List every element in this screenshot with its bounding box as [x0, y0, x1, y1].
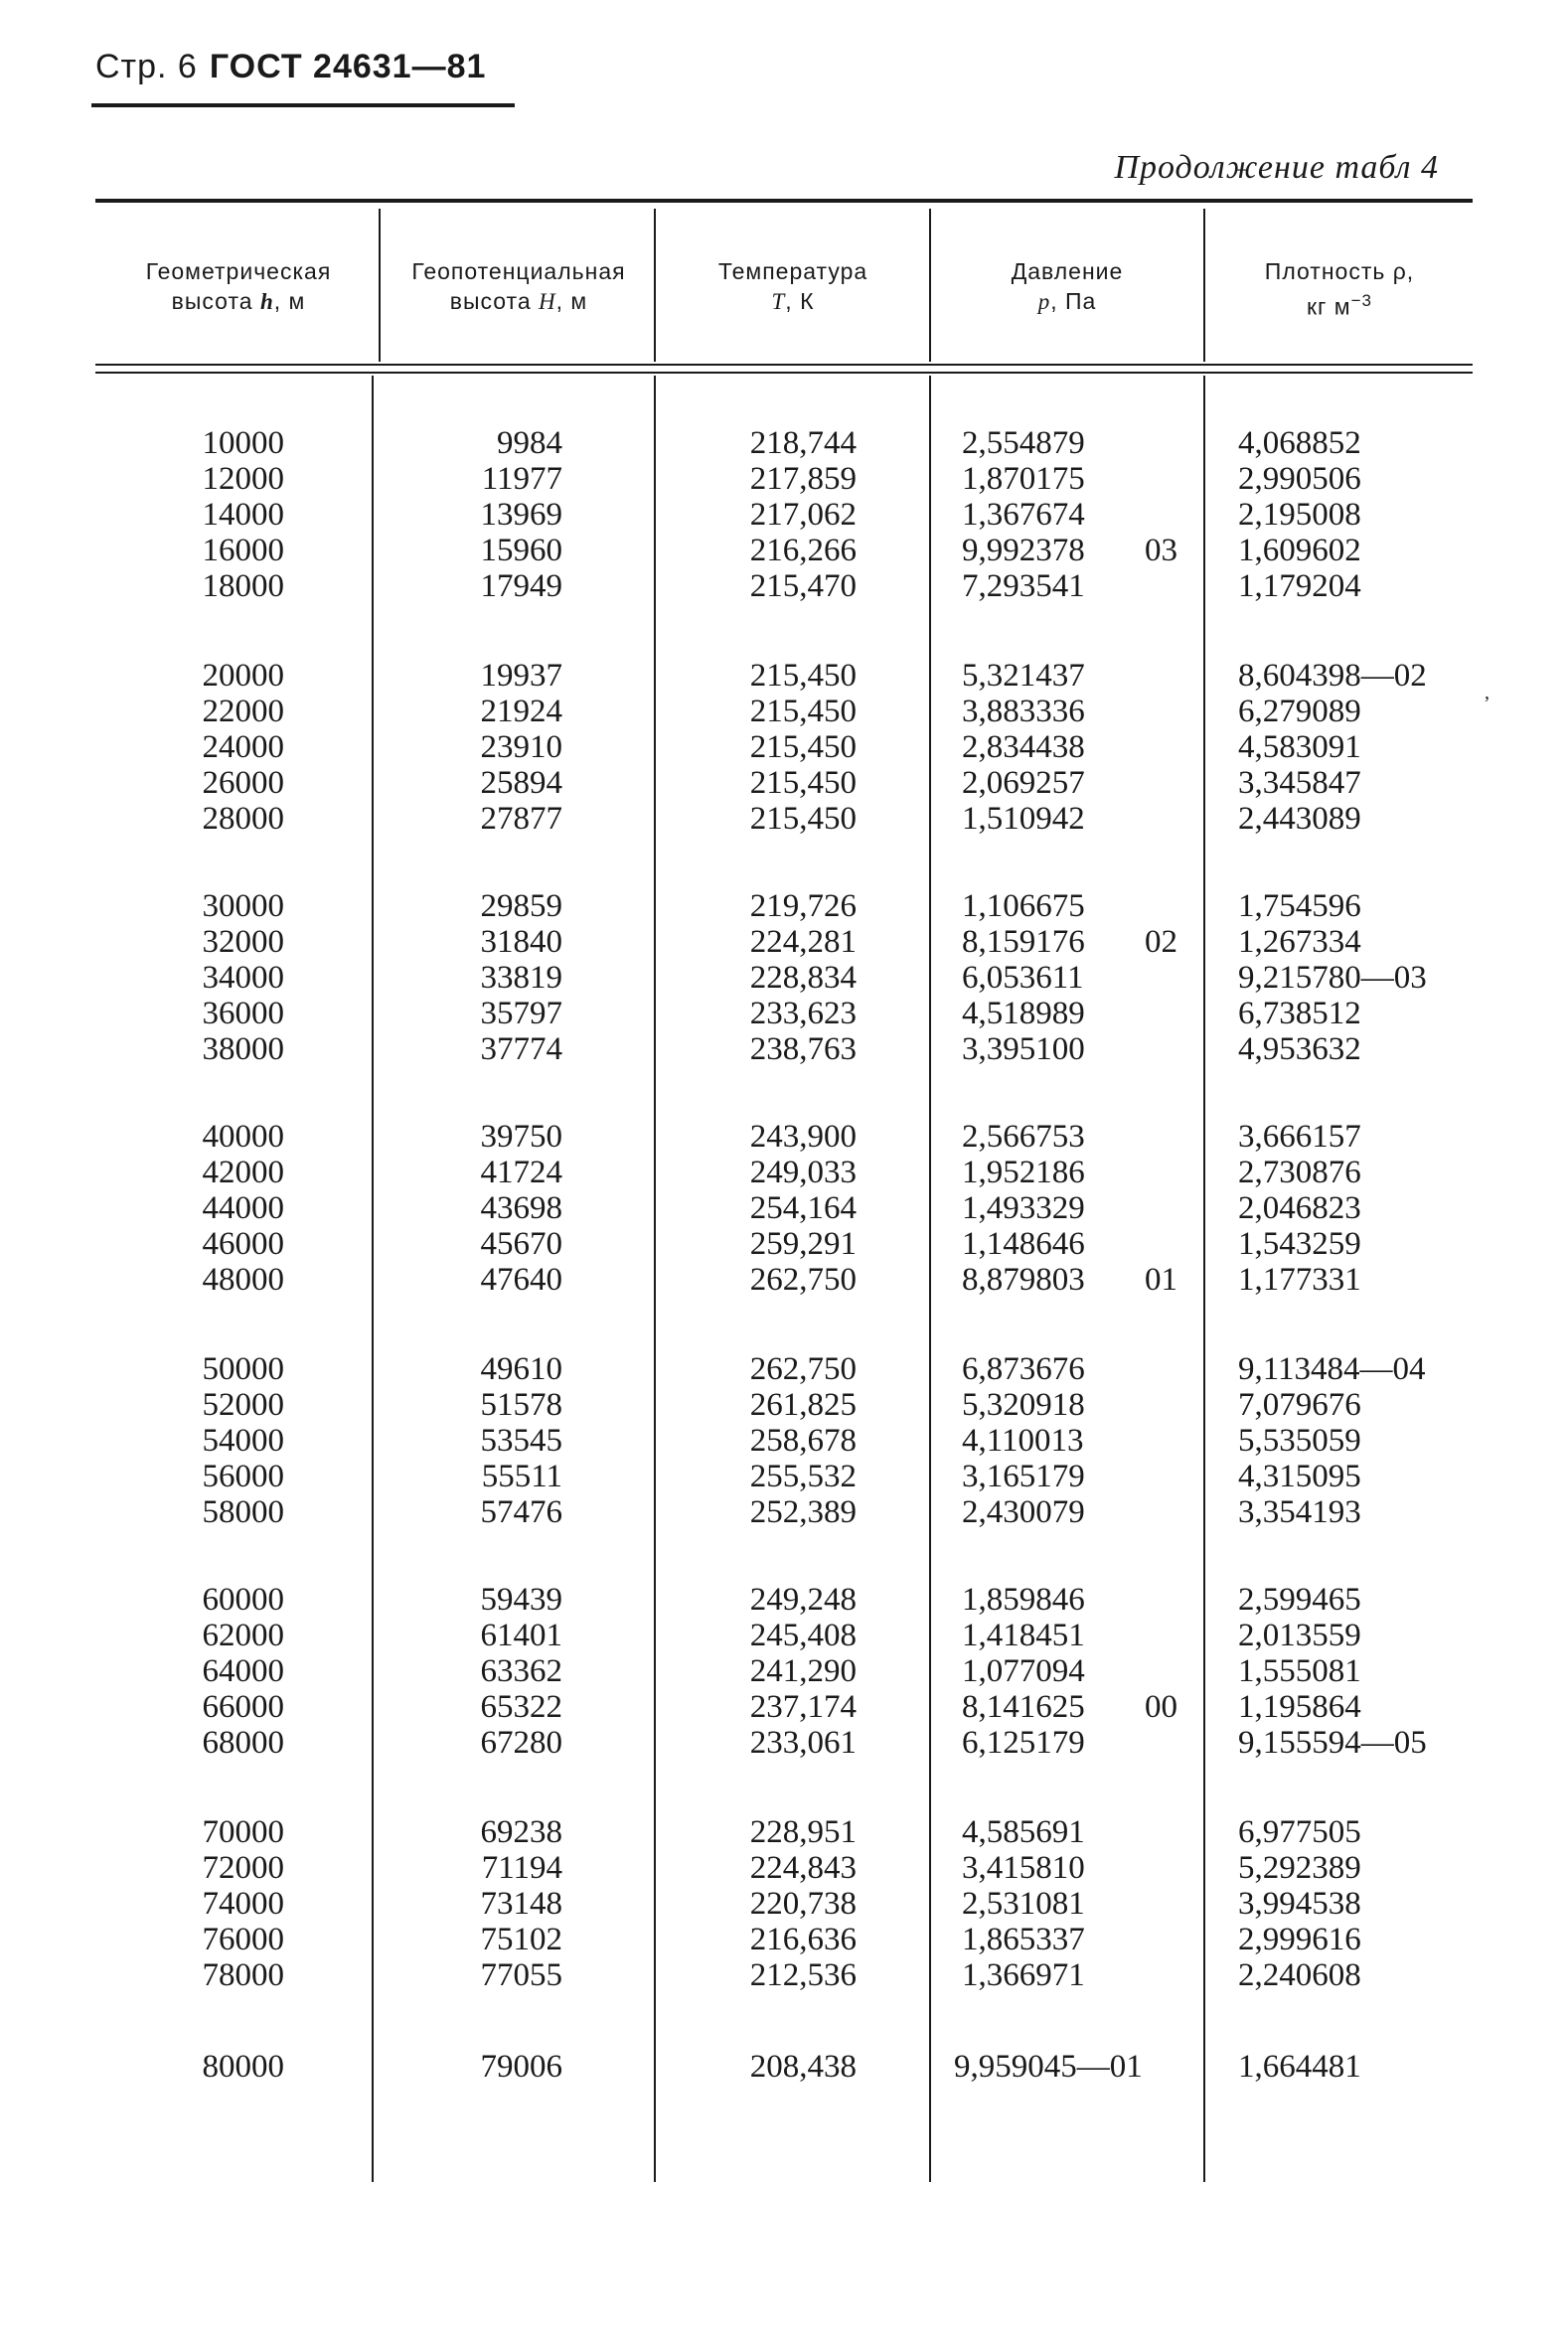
temperature-cell: 243,900: [749, 1119, 857, 1155]
pressure-cell: 2,554879: [962, 425, 1085, 461]
temperature-cell: 262,750: [749, 1351, 857, 1387]
geopotential-height-cell: 69238: [480, 1814, 562, 1850]
row-group: [0, 2049, 1568, 2085]
pressure-cell: 1,367674: [962, 497, 1085, 533]
pressure-cell: 1,859846: [962, 1582, 1085, 1618]
temperature-cell: 262,750: [749, 1262, 857, 1298]
temperature-cell: 216,266: [749, 533, 857, 568]
pressure-cell: 6,053611: [962, 960, 1084, 996]
density-cell: 9,215780—03: [1238, 960, 1427, 996]
geopotential-height-cell: 45670: [480, 1226, 562, 1262]
pressure-exponent-cell: 01: [1145, 1262, 1177, 1298]
temperature-cell: 249,033: [749, 1155, 857, 1190]
temperature-cell: 215,450: [749, 729, 857, 765]
pressure-cell: 2,069257: [962, 765, 1085, 801]
geopotential-height-cell: 35797: [480, 996, 562, 1031]
geometric-height-cell: 28000: [202, 801, 284, 837]
table-row: [0, 694, 1568, 729]
geopotential-height-cell: 11977: [481, 461, 562, 497]
temperature-cell: 216,636: [749, 1922, 857, 1957]
geometric-height-cell: 20000: [202, 658, 284, 694]
table-row: [0, 1226, 1568, 1262]
geometric-height-cell: 80000: [202, 2049, 284, 2085]
geometric-height-cell: 74000: [202, 1886, 284, 1922]
pressure-cell: 7,293541: [962, 568, 1085, 604]
row-group: [0, 1582, 1568, 1761]
temperature-cell: 228,951: [749, 1814, 857, 1850]
geopotential-height-cell: 55511: [481, 1459, 562, 1494]
pressure-cell: 4,110013: [962, 1423, 1084, 1459]
geopotential-height-cell: 15960: [480, 533, 562, 568]
column-header-line1: Температура: [717, 258, 868, 284]
temperature-cell: 237,174: [749, 1689, 857, 1725]
pressure-cell: 1,366971: [962, 1957, 1085, 1993]
column-header-line1: Геопотенциальная: [411, 258, 626, 284]
table-row: [0, 960, 1568, 996]
table-row: [0, 568, 1568, 604]
table-row: [0, 1689, 1568, 1725]
pressure-cell: 6,873676: [962, 1351, 1085, 1387]
density-cell: 1,267334: [1238, 924, 1361, 960]
pressure-cell: 2,430079: [962, 1494, 1085, 1530]
table-row: [0, 801, 1568, 837]
pressure-cell: 4,518989: [962, 996, 1085, 1031]
density-cell: 2,240608: [1238, 1957, 1361, 1993]
temperature-cell: 212,536: [749, 1957, 857, 1993]
column-header-pressure: [932, 256, 1202, 317]
geometric-height-cell: 56000: [202, 1459, 284, 1494]
column-header-density: [1206, 256, 1473, 322]
density-cell: 3,345847: [1238, 765, 1361, 801]
column-header-line2: высота H, м: [449, 288, 588, 314]
table-row: [0, 1262, 1568, 1298]
geopotential-height-cell: 31840: [480, 924, 562, 960]
density-cell: 2,730876: [1238, 1155, 1361, 1190]
table-row: [0, 1922, 1568, 1957]
geopotential-height-cell: 41724: [480, 1155, 562, 1190]
density-cell: 3,666157: [1238, 1119, 1361, 1155]
geopotential-height-cell: 79006: [480, 2049, 562, 2085]
geometric-height-cell: 64000: [202, 1653, 284, 1689]
pressure-cell: 6,125179: [962, 1725, 1085, 1761]
row-group: [0, 888, 1568, 1067]
temperature-cell: 252,389: [749, 1494, 857, 1530]
row-group: [0, 1119, 1568, 1298]
geometric-height-cell: 42000: [202, 1155, 284, 1190]
geometric-height-cell: 54000: [202, 1423, 284, 1459]
table-row: [0, 1351, 1568, 1387]
density-cell: 5,292389: [1238, 1850, 1361, 1886]
density-cell: 4,068852: [1238, 425, 1361, 461]
temperature-cell: 238,763: [749, 1031, 857, 1067]
table-row: [0, 765, 1568, 801]
table-row: [0, 1387, 1568, 1423]
density-cell: 2,990506: [1238, 461, 1361, 497]
temperature-cell: 258,678: [749, 1423, 857, 1459]
column-header-line1: Плотность ρ,: [1264, 258, 1415, 284]
density-cell: 1,179204: [1238, 568, 1361, 604]
pressure-cell: 1,952186: [962, 1155, 1085, 1190]
table-row: [0, 533, 1568, 568]
temperature-cell: 218,744: [749, 425, 857, 461]
geopotential-height-cell: 57476: [480, 1494, 562, 1530]
geopotential-height-cell: 39750: [480, 1119, 562, 1155]
density-cell: 2,999616: [1238, 1922, 1361, 1957]
stray-mark: ,: [1485, 682, 1490, 703]
temperature-cell: 228,834: [749, 960, 857, 996]
density-cell: 6,738512: [1238, 996, 1361, 1031]
geopotential-height-cell: 25894: [480, 765, 562, 801]
density-cell: 1,664481: [1238, 2049, 1361, 2085]
density-cell: 6,279089: [1238, 694, 1361, 729]
pressure-cell: 1,865337: [962, 1922, 1085, 1957]
geometric-height-cell: 38000: [202, 1031, 284, 1067]
header-divider-3: [929, 209, 931, 362]
table-row: [0, 1814, 1568, 1850]
geometric-height-cell: 68000: [202, 1725, 284, 1761]
geometric-height-cell: 60000: [202, 1582, 284, 1618]
geometric-height-cell: 24000: [202, 729, 284, 765]
table-row: [0, 2049, 1568, 2085]
temperature-cell: 219,726: [749, 888, 857, 924]
geometric-height-cell: 72000: [202, 1850, 284, 1886]
density-cell: 1,195864: [1238, 1689, 1361, 1725]
pressure-cell: 9,959045—01: [954, 2049, 1143, 2085]
geopotential-height-cell: 17949: [480, 568, 562, 604]
geometric-height-cell: 44000: [202, 1190, 284, 1226]
geopotential-height-cell: 71194: [481, 1850, 562, 1886]
geopotential-height-cell: 63362: [480, 1653, 562, 1689]
temperature-cell: 217,062: [749, 497, 857, 533]
density-cell: 3,994538: [1238, 1886, 1361, 1922]
geometric-height-cell: 34000: [202, 960, 284, 996]
geopotential-height-cell: 27877: [480, 801, 562, 837]
geopotential-height-cell: 9984: [497, 425, 562, 461]
temperature-cell: 220,738: [749, 1886, 857, 1922]
header-underline: [91, 103, 515, 107]
pressure-exponent-cell: 00: [1145, 1689, 1177, 1725]
row-group: [0, 1351, 1568, 1530]
temperature-cell: 215,450: [749, 765, 857, 801]
pressure-cell: 2,566753: [962, 1119, 1085, 1155]
pressure-cell: 8,879803: [962, 1262, 1085, 1298]
standard-number: ГОСТ 24631—81: [209, 48, 487, 85]
table-row: [0, 729, 1568, 765]
geopotential-height-cell: 73148: [480, 1886, 562, 1922]
column-header-line2: p, Па: [1037, 288, 1097, 314]
table-row: [0, 1190, 1568, 1226]
pressure-exponent-cell: 02: [1145, 924, 1177, 960]
column-header-line1: Давление: [1011, 258, 1124, 284]
table-row: [0, 1957, 1568, 1993]
page-header: [95, 48, 486, 86]
density-cell: 5,535059: [1238, 1423, 1361, 1459]
temperature-cell: 224,843: [749, 1850, 857, 1886]
geopotential-height-cell: 43698: [480, 1190, 562, 1226]
temperature-cell: 261,825: [749, 1387, 857, 1423]
temperature-cell: 241,290: [749, 1653, 857, 1689]
geometric-height-cell: 16000: [202, 533, 284, 568]
column-header-line2: кг $м^{-3}$: [1306, 291, 1373, 320]
density-cell: 9,113484—04: [1238, 1351, 1426, 1387]
density-cell: 2,013559: [1238, 1618, 1361, 1653]
table-row: [0, 1850, 1568, 1886]
density-cell: 4,583091: [1238, 729, 1361, 765]
page-number: Стр. 6: [95, 48, 198, 85]
table-row: [0, 1459, 1568, 1494]
geopotential-height-cell: 23910: [480, 729, 562, 765]
geopotential-height-cell: 53545: [480, 1423, 562, 1459]
temperature-cell: 254,164: [749, 1190, 857, 1226]
geopotential-height-cell: 37774: [480, 1031, 562, 1067]
table-row: [0, 1653, 1568, 1689]
pressure-cell: 3,165179: [962, 1459, 1085, 1494]
table-row: [0, 1155, 1568, 1190]
header-divider-2: [654, 209, 656, 362]
geometric-height-cell: 12000: [202, 461, 284, 497]
geopotential-height-cell: 59439: [480, 1582, 562, 1618]
geometric-height-cell: 22000: [202, 694, 284, 729]
geopotential-height-cell: 13969: [480, 497, 562, 533]
row-group: [0, 658, 1568, 837]
column-header-temperature: [658, 256, 928, 317]
table-row: [0, 1725, 1568, 1761]
pressure-cell: 8,141625: [962, 1689, 1085, 1725]
geometric-height-cell: 58000: [202, 1494, 284, 1530]
pressure-cell: 1,510942: [962, 801, 1085, 837]
pressure-cell: 3,395100: [962, 1031, 1085, 1067]
density-cell: 1,754596: [1238, 888, 1361, 924]
table-row: [0, 658, 1568, 694]
geometric-height-cell: 14000: [202, 497, 284, 533]
geometric-height-cell: 26000: [202, 765, 284, 801]
density-cell: 9,155594—05: [1238, 1725, 1427, 1761]
column-header-geopotential-height: [382, 256, 656, 317]
temperature-cell: 215,450: [749, 801, 857, 837]
table-row: [0, 425, 1568, 461]
geometric-height-cell: 48000: [202, 1262, 284, 1298]
pressure-exponent-cell: 03: [1145, 533, 1177, 568]
density-cell: 1,177331: [1238, 1262, 1361, 1298]
geometric-height-cell: 36000: [202, 996, 284, 1031]
density-cell: 4,953632: [1238, 1031, 1361, 1067]
pressure-cell: 1,418451: [962, 1618, 1085, 1653]
column-header-line1: Геометрическая: [145, 258, 332, 284]
geopotential-height-cell: 19937: [480, 658, 562, 694]
geopotential-height-cell: 21924: [480, 694, 562, 729]
geopotential-height-cell: 77055: [480, 1957, 562, 1993]
geometric-height-cell: 32000: [202, 924, 284, 960]
density-cell: 2,195008: [1238, 497, 1361, 533]
geopotential-height-cell: 33819: [480, 960, 562, 996]
table-row: [0, 1618, 1568, 1653]
table-row: [0, 1119, 1568, 1155]
geometric-height-cell: 46000: [202, 1226, 284, 1262]
temperature-cell: 208,438: [749, 2049, 857, 2085]
density-cell: 2,443089: [1238, 801, 1361, 837]
header-divider-4: [1203, 209, 1205, 362]
header-divider-1: [379, 209, 381, 362]
header-bottom-rule-2: [95, 372, 1473, 374]
density-cell: 1,609602: [1238, 533, 1361, 568]
header-bottom-rule: [95, 364, 1473, 366]
density-cell: 7,079676: [1238, 1387, 1361, 1423]
column-header-geometric-height: [99, 256, 378, 317]
temperature-cell: 255,532: [749, 1459, 857, 1494]
table-row: [0, 1886, 1568, 1922]
table-row: [0, 497, 1568, 533]
pressure-cell: 5,321437: [962, 658, 1085, 694]
temperature-cell: 249,248: [749, 1582, 857, 1618]
geometric-height-cell: 78000: [202, 1957, 284, 1993]
density-cell: 2,046823: [1238, 1190, 1361, 1226]
geopotential-height-cell: 67280: [480, 1725, 562, 1761]
pressure-cell: 9,992378: [962, 533, 1085, 568]
pressure-cell: 1,870175: [962, 461, 1085, 497]
geometric-height-cell: 10000: [202, 425, 284, 461]
density-cell: 8,604398—02: [1238, 658, 1427, 694]
table-row: [0, 996, 1568, 1031]
density-cell: 2,599465: [1238, 1582, 1361, 1618]
geopotential-height-cell: 61401: [480, 1618, 562, 1653]
geometric-height-cell: 62000: [202, 1618, 284, 1653]
temperature-cell: 233,061: [749, 1725, 857, 1761]
temperature-cell: 233,623: [749, 996, 857, 1031]
pressure-cell: 1,106675: [962, 888, 1085, 924]
geometric-height-cell: 76000: [202, 1922, 284, 1957]
pressure-cell: 3,883336: [962, 694, 1085, 729]
table-continuation-caption: Продолжение табл 4: [1114, 149, 1439, 186]
column-header-line2: T, К: [771, 288, 815, 314]
pressure-cell: 4,585691: [962, 1814, 1085, 1850]
temperature-cell: 217,859: [749, 461, 857, 497]
table-row: [0, 888, 1568, 924]
pressure-cell: 8,159176: [962, 924, 1085, 960]
temperature-cell: 215,470: [749, 568, 857, 604]
column-header-line2: высота h, м: [171, 288, 306, 314]
geopotential-height-cell: 65322: [480, 1689, 562, 1725]
pressure-cell: 2,834438: [962, 729, 1085, 765]
geometric-height-cell: 18000: [202, 568, 284, 604]
table-row: [0, 1031, 1568, 1067]
geopotential-height-cell: 47640: [480, 1262, 562, 1298]
geometric-height-cell: 66000: [202, 1689, 284, 1725]
geometric-height-cell: 70000: [202, 1814, 284, 1850]
geometric-height-cell: 50000: [202, 1351, 284, 1387]
geometric-height-cell: 52000: [202, 1387, 284, 1423]
pressure-cell: 5,320918: [962, 1387, 1085, 1423]
temperature-cell: 215,450: [749, 694, 857, 729]
pressure-cell: 1,148646: [962, 1226, 1085, 1262]
pressure-cell: 1,493329: [962, 1190, 1085, 1226]
table-row: [0, 1582, 1568, 1618]
density-cell: 3,354193: [1238, 1494, 1361, 1530]
geometric-height-cell: 40000: [202, 1119, 284, 1155]
geopotential-height-cell: 49610: [480, 1351, 562, 1387]
density-cell: 6,977505: [1238, 1814, 1361, 1850]
temperature-cell: 259,291: [749, 1226, 857, 1262]
pressure-cell: 2,531081: [962, 1886, 1085, 1922]
row-group: [0, 1814, 1568, 1993]
geopotential-height-cell: 29859: [480, 888, 562, 924]
geopotential-height-cell: 51578: [480, 1387, 562, 1423]
row-group: [0, 425, 1568, 604]
table-row: [0, 1423, 1568, 1459]
temperature-cell: 245,408: [749, 1618, 857, 1653]
density-cell: 4,315095: [1238, 1459, 1361, 1494]
table-row: [0, 924, 1568, 960]
table-row: [0, 1494, 1568, 1530]
temperature-cell: 215,450: [749, 658, 857, 694]
temperature-cell: 224,281: [749, 924, 857, 960]
density-cell: 1,555081: [1238, 1653, 1361, 1689]
density-cell: 1,543259: [1238, 1226, 1361, 1262]
pressure-cell: 3,415810: [962, 1850, 1085, 1886]
table-top-rule: [95, 199, 1473, 203]
geopotential-height-cell: 75102: [480, 1922, 562, 1957]
geometric-height-cell: 30000: [202, 888, 284, 924]
table-row: [0, 461, 1568, 497]
pressure-cell: 1,077094: [962, 1653, 1085, 1689]
